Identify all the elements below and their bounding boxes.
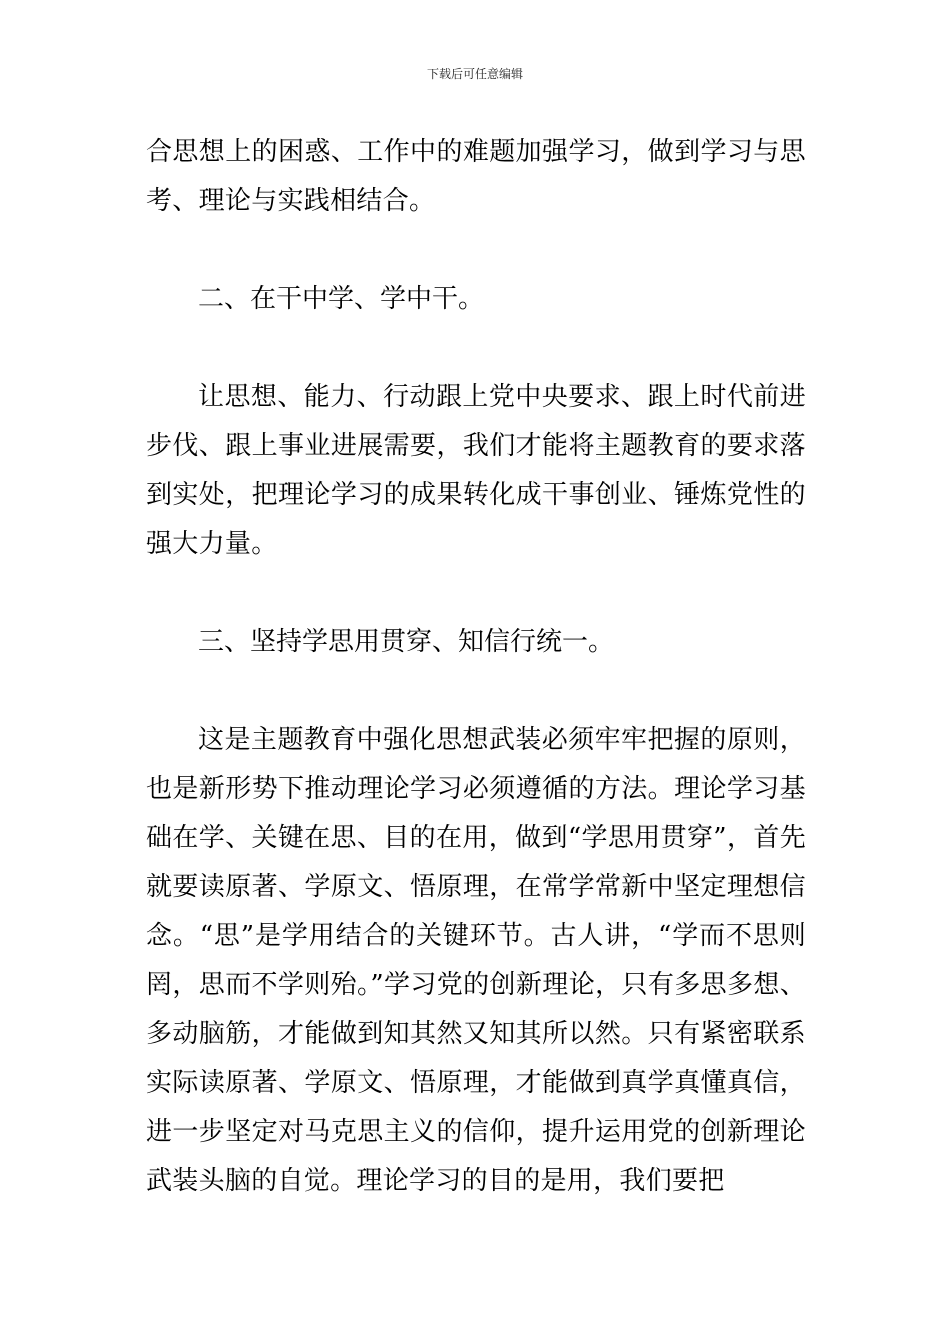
- paragraph-gap: [146, 226, 806, 275]
- section-heading-3: 三、坚持学思用贯穿、知信行统一。: [198, 627, 615, 657]
- paragraph-gap: [146, 569, 806, 618]
- paragraph-3: 这是主题教育中强化思想武装必须牢牢把握的原则，也是新形势下推动理论学习必须遵循的方法。理论学习基础在学、关键在思、目的在用，做到“学思用贯穿”，首先就要读原著、学原文、悟原理，在常学常新中坚定理想信念。“思”是学用结合的关键环节。古人讲，“学而不思则罔，思而不学则殆。”学习党的创新理论，只有多思多想、多动脑筋，才能做到知其然又知其所以然。只有紧密联系实际读原著、学原文、悟原理，才能做到真学真懂真信，进一步坚定对马克思主义的信仰，提升运用党的创新理论武装头脑的自觉。理论学习的目的是用，我们要把: [146, 725, 806, 1196]
- paragraph-continued: 合思想上的困惑、工作中的难题加强学习，做到学习与思考、理论与实践相结合。: [146, 137, 806, 216]
- paragraph-2: 让思想、能力、行动跟上党中央要求、跟上时代前进步伐、跟上事业进展需要，我们才能将主题教育的要求落到实处，把理论学习的成果转化成干事创业、锤炼党性的强大力量。: [146, 382, 806, 559]
- paragraph-gap: [146, 667, 806, 716]
- page-header-note: 下载后可任意编辑: [426, 67, 523, 81]
- section-heading-2: 二、在干中学、学中干。: [198, 284, 485, 314]
- document-body: [146, 128, 806, 1206]
- paragraph-gap: [146, 324, 806, 373]
